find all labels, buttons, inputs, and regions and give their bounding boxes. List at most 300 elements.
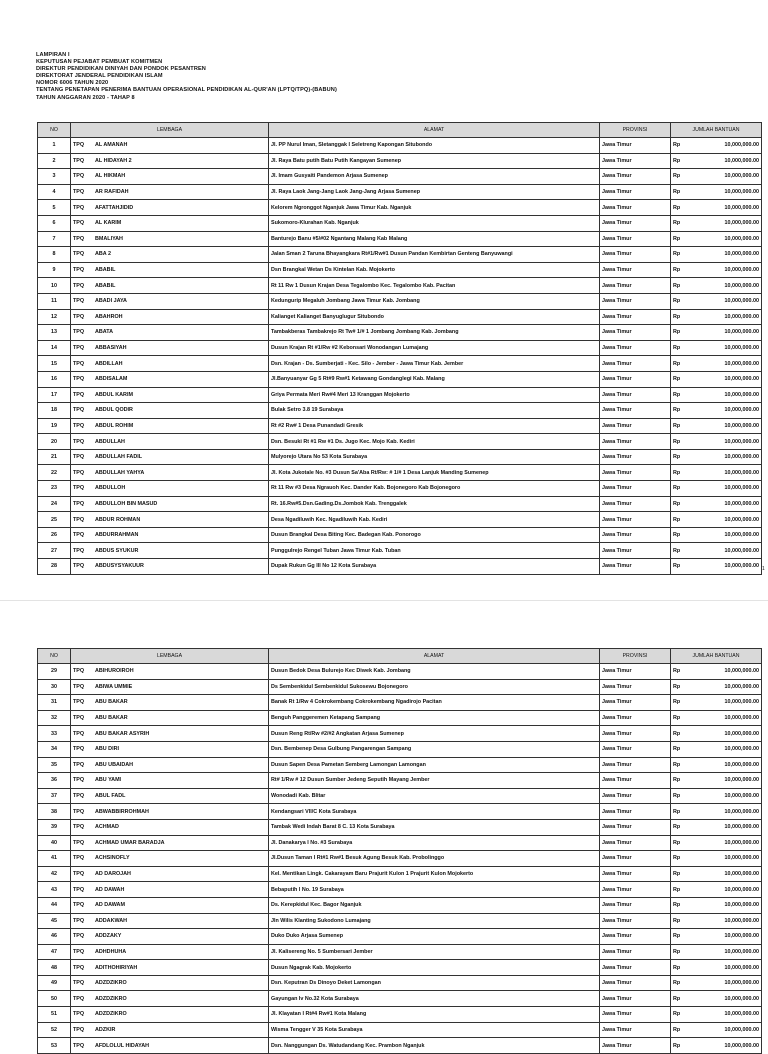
- row-jumlah: [671, 449, 762, 465]
- row-jenis: TPQ: [73, 547, 85, 554]
- currency-label: Rp: [673, 204, 681, 211]
- amount-value: 10,000,000.00: [724, 142, 759, 149]
- col-header-lembaga: LEMBAGA: [71, 123, 269, 138]
- row-jumlah: [671, 169, 762, 185]
- table-row: [38, 897, 762, 913]
- row-provinsi: Jawa Timur: [600, 434, 671, 450]
- currency-label: Rp: [673, 422, 681, 429]
- row-no: 30: [38, 679, 71, 695]
- row-jenis: TPQ: [73, 917, 85, 924]
- row-jumlah: [671, 897, 762, 913]
- row-nama: ADZDZIKRO: [95, 1011, 127, 1018]
- row-nama: ABU YAMI: [95, 777, 122, 784]
- row-alamat: Bulak Setro 3.8 19 Surabaya: [269, 403, 600, 419]
- row-jumlah: [671, 741, 762, 757]
- row-jenis: TPQ: [73, 500, 85, 507]
- row-lembaga: [71, 465, 269, 481]
- row-provinsi: Jawa Timur: [600, 496, 671, 512]
- row-nama: ADHDHUHA: [95, 948, 127, 955]
- row-alamat: Jl.Dusun Taman I Rt#1 Rw#1 Besuk Agung Besuk Kab. Probolinggo: [269, 851, 600, 867]
- row-jumlah: [671, 215, 762, 231]
- row-nama: ABATA: [95, 329, 114, 336]
- row-jenis: TPQ: [73, 1026, 85, 1033]
- row-provinsi: Jawa Timur: [600, 773, 671, 789]
- amount-value: 10,000,000.00: [724, 532, 759, 539]
- row-provinsi: Jawa Timur: [600, 138, 671, 154]
- amount-value: 10,000,000.00: [724, 808, 759, 815]
- row-no: 13: [38, 325, 71, 341]
- row-provinsi: Jawa Timur: [600, 449, 671, 465]
- row-no: 41: [38, 851, 71, 867]
- row-lembaga: [71, 695, 269, 711]
- amount-value: 10,000,000.00: [724, 839, 759, 846]
- row-provinsi: Jawa Timur: [600, 726, 671, 742]
- row-alamat: Dsn. Besuki Rt #1 Rw #1 Ds. Jugo Kec. Mojo Kab. Kediri: [269, 434, 600, 450]
- row-nama: AL AMANAH: [95, 142, 128, 149]
- row-no: 15: [38, 356, 71, 372]
- amount-value: 10,000,000.00: [724, 715, 759, 722]
- row-lembaga: [71, 991, 269, 1007]
- row-lembaga: [71, 1007, 269, 1023]
- header-line: TENTANG PENETAPAN PENERIMA BANTUAN OPERASIONAL PENDIDIKAN AL-QUR'AN (LPTQ/TPQ)-(BABUN): [36, 87, 337, 94]
- row-provinsi: Jawa Timur: [600, 913, 671, 929]
- amount-value: 10,000,000.00: [724, 761, 759, 768]
- row-provinsi: Jawa Timur: [600, 1022, 671, 1038]
- row-jumlah: [671, 527, 762, 543]
- row-jenis: TPQ: [73, 1011, 85, 1018]
- row-nama: ADITHOHIRIYAH: [95, 964, 138, 971]
- row-lembaga: [71, 449, 269, 465]
- row-alamat: Dusun Reng Rt/Rw #2/#2 Angkatan Arjasa Sumenep: [269, 726, 600, 742]
- table-row: [38, 1022, 762, 1038]
- row-jenis: TPQ: [73, 313, 85, 320]
- row-nama: BMALIYAH: [95, 235, 123, 242]
- row-jenis: TPQ: [73, 298, 85, 305]
- row-lembaga: [71, 200, 269, 216]
- row-jenis: TPQ: [73, 839, 85, 846]
- currency-label: Rp: [673, 485, 681, 492]
- row-provinsi: Jawa Timur: [600, 788, 671, 804]
- row-jumlah: [671, 387, 762, 403]
- table-row: [38, 527, 762, 543]
- currency-label: Rp: [673, 917, 681, 924]
- amount-value: 10,000,000.00: [724, 995, 759, 1002]
- row-nama: AD DAROJAH: [95, 871, 131, 878]
- currency-label: Rp: [673, 532, 681, 539]
- table-row: [38, 465, 762, 481]
- row-jumlah: [671, 309, 762, 325]
- row-no: 26: [38, 527, 71, 543]
- col-header-no: NO: [38, 649, 71, 664]
- row-alamat: Dusun Brangkal Desa Biting Kec. Badegan Kab. Ponorogo: [269, 527, 600, 543]
- row-lembaga: [71, 851, 269, 867]
- row-jumlah: [671, 418, 762, 434]
- table-row: [38, 418, 762, 434]
- amount-cell: [673, 949, 759, 955]
- row-jumlah: [671, 710, 762, 726]
- row-alamat: Gayungan Iv No.32 Kota Surabaya: [269, 991, 600, 1007]
- amount-cell: [673, 563, 759, 569]
- amount-value: 10,000,000.00: [724, 204, 759, 211]
- row-jenis: TPQ: [73, 980, 85, 987]
- row-lembaga: [71, 247, 269, 263]
- row-no: 20: [38, 434, 71, 450]
- currency-label: Rp: [673, 824, 681, 831]
- row-lembaga: [71, 975, 269, 991]
- row-alamat: Rt #2 Rw# 1 Desa Punandadi Gresik: [269, 418, 600, 434]
- recipient-table-continued: [37, 648, 762, 1054]
- row-provinsi: Jawa Timur: [600, 465, 671, 481]
- row-lembaga: [71, 184, 269, 200]
- row-jenis: TPQ: [73, 422, 85, 429]
- row-lembaga: [71, 741, 269, 757]
- row-jumlah: [671, 403, 762, 419]
- row-alamat: Jl. Kalisereng No. 5 Sumbersari Jember: [269, 944, 600, 960]
- amount-value: 10,000,000.00: [724, 469, 759, 476]
- currency-label: Rp: [673, 948, 681, 955]
- row-nama: ABDUSYSYAKUUR: [95, 563, 144, 570]
- row-jumlah: [671, 278, 762, 294]
- amount-cell: [673, 439, 759, 445]
- currency-label: Rp: [673, 886, 681, 893]
- table-row: [38, 496, 762, 512]
- row-nama: ABWABBIRROHMAH: [95, 808, 149, 815]
- row-jenis: TPQ: [73, 204, 85, 211]
- row-nama: ABDULLAH YAHYA: [95, 469, 145, 476]
- table-row: [38, 929, 762, 945]
- row-alamat: Benguh Panggeremen Ketapang Sampang: [269, 710, 600, 726]
- currency-label: Rp: [673, 267, 681, 274]
- amount-cell: [673, 407, 759, 413]
- header-line: KEPUTUSAN PEJABAT PEMBUAT KOMITMEN: [36, 59, 163, 66]
- row-provinsi: Jawa Timur: [600, 710, 671, 726]
- row-lembaga: [71, 138, 269, 154]
- row-nama: ABDUL ROHIM: [95, 422, 134, 429]
- row-jenis: TPQ: [73, 902, 85, 909]
- col-header-lembaga: LEMBAGA: [71, 649, 269, 664]
- row-jumlah: [671, 664, 762, 680]
- amount-value: 10,000,000.00: [724, 855, 759, 862]
- row-nama: ABA 2: [95, 251, 111, 258]
- table-row: [38, 215, 762, 231]
- row-no: 45: [38, 913, 71, 929]
- row-nama: ABU BAKAR: [95, 699, 128, 706]
- row-provinsi: Jawa Timur: [600, 851, 671, 867]
- row-jenis: TPQ: [73, 1042, 85, 1049]
- currency-label: Rp: [673, 855, 681, 862]
- row-jenis: TPQ: [73, 189, 85, 196]
- amount-value: 10,000,000.00: [724, 547, 759, 554]
- row-jenis: TPQ: [73, 563, 85, 570]
- amount-cell: [673, 840, 759, 846]
- row-alamat: Jl. Danakarya I No. #3 Surabaya: [269, 835, 600, 851]
- row-jenis: TPQ: [73, 407, 85, 414]
- row-nama: ABDUL KARIM: [95, 391, 133, 398]
- amount-cell: [673, 485, 759, 491]
- row-provinsi: Jawa Timur: [600, 481, 671, 497]
- row-jenis: TPQ: [73, 454, 85, 461]
- amount-cell: [673, 996, 759, 1002]
- row-nama: AL HIKMAH: [95, 173, 126, 180]
- row-jumlah: [671, 184, 762, 200]
- amount-cell: [673, 329, 759, 335]
- amount-cell: [673, 376, 759, 382]
- row-no: 6: [38, 215, 71, 231]
- row-alamat: Jl. Imam Gusyaiti Pandemon Arjasa Sumenep: [269, 169, 600, 185]
- row-nama: ABUL FADL: [95, 793, 126, 800]
- row-jumlah: [671, 559, 762, 575]
- row-jenis: TPQ: [73, 855, 85, 862]
- table-row: [38, 200, 762, 216]
- amount-value: 10,000,000.00: [724, 668, 759, 675]
- row-provinsi: Jawa Timur: [600, 679, 671, 695]
- row-no: 5: [38, 200, 71, 216]
- row-lembaga: [71, 403, 269, 419]
- row-lembaga: [71, 788, 269, 804]
- row-nama: ADZDZIKRO: [95, 980, 127, 987]
- amount-cell: [673, 824, 759, 830]
- currency-label: Rp: [673, 668, 681, 675]
- header-line: NOMOR 6006 TAHUN 2020: [36, 80, 109, 87]
- amount-cell: [673, 251, 759, 257]
- row-jumlah: [671, 1038, 762, 1054]
- row-jumlah: [671, 247, 762, 263]
- amount-cell: [673, 267, 759, 273]
- currency-label: Rp: [673, 220, 681, 227]
- row-no: 7: [38, 231, 71, 247]
- row-lembaga: [71, 512, 269, 528]
- row-no: 18: [38, 403, 71, 419]
- table-row: [38, 512, 762, 528]
- row-lembaga: [71, 356, 269, 372]
- amount-value: 10,000,000.00: [724, 220, 759, 227]
- table-row: [38, 851, 762, 867]
- col-header-alamat: ALAMAT: [269, 123, 600, 138]
- currency-label: Rp: [673, 1026, 681, 1033]
- row-nama: ADDZAKY: [95, 933, 122, 940]
- amount-value: 10,000,000.00: [724, 933, 759, 940]
- amount-value: 10,000,000.00: [724, 282, 759, 289]
- row-lembaga: [71, 804, 269, 820]
- amount-cell: [673, 965, 759, 971]
- row-alamat: Jl. Kota Jukotale No. #3 Dusun Sa'Aba Rt/Rw: # 1/# 1 Desa Lanjuk Manding Sumenep: [269, 465, 600, 481]
- row-no: 4: [38, 184, 71, 200]
- row-nama: ABDULLAH FADIL: [95, 454, 143, 461]
- row-alamat: Duko Duko Arjasa Sumenep: [269, 929, 600, 945]
- currency-label: Rp: [673, 839, 681, 846]
- currency-label: Rp: [673, 500, 681, 507]
- amount-value: 10,000,000.00: [724, 407, 759, 414]
- row-alamat: Dusun Sapen Desa Pametan Semberg Lamongan Lamongan: [269, 757, 600, 773]
- currency-label: Rp: [673, 298, 681, 305]
- col-header-jumlah: JUMLAH BANTUAN: [671, 123, 762, 138]
- row-nama: AR RAFIDAH: [95, 189, 129, 196]
- row-provinsi: Jawa Timur: [600, 200, 671, 216]
- amount-value: 10,000,000.00: [724, 886, 759, 893]
- table-header-row: [38, 649, 762, 664]
- table-row: [38, 278, 762, 294]
- row-lembaga: [71, 929, 269, 945]
- row-jumlah: [671, 200, 762, 216]
- row-no: 29: [38, 664, 71, 680]
- table-row: [38, 788, 762, 804]
- amount-value: 10,000,000.00: [724, 485, 759, 492]
- row-provinsi: Jawa Timur: [600, 325, 671, 341]
- row-lembaga: [71, 309, 269, 325]
- row-jumlah: [671, 262, 762, 278]
- row-alamat: Dupak Rukun Gg III No 12 Kota Surabaya: [269, 559, 600, 575]
- table-row: [38, 403, 762, 419]
- currency-label: Rp: [673, 933, 681, 940]
- row-no: 34: [38, 741, 71, 757]
- row-no: 53: [38, 1038, 71, 1054]
- row-nama: ADZDZIKRO: [95, 995, 127, 1002]
- row-provinsi: Jawa Timur: [600, 169, 671, 185]
- row-provinsi: Jawa Timur: [600, 897, 671, 913]
- amount-value: 10,000,000.00: [724, 1011, 759, 1018]
- row-nama: ADZKIR: [95, 1026, 116, 1033]
- row-provinsi: Jawa Timur: [600, 1007, 671, 1023]
- amount-cell: [673, 205, 759, 211]
- amount-cell: [673, 902, 759, 908]
- amount-cell: [673, 173, 759, 179]
- amount-value: 10,000,000.00: [724, 235, 759, 242]
- row-alamat: Jln Wilis Klanting Sukodono Lumajang: [269, 913, 600, 929]
- amount-cell: [673, 793, 759, 799]
- row-jumlah: [671, 1022, 762, 1038]
- row-lembaga: [71, 726, 269, 742]
- row-jumlah: [671, 371, 762, 387]
- currency-label: Rp: [673, 438, 681, 445]
- row-provinsi: Jawa Timur: [600, 512, 671, 528]
- amount-value: 10,000,000.00: [724, 746, 759, 753]
- row-nama: ABDUR ROHMAN: [95, 516, 141, 523]
- currency-label: Rp: [673, 516, 681, 523]
- row-nama: ABADI JAYA: [95, 298, 127, 305]
- row-nama: ABDULLOH BIN MASUD: [95, 500, 158, 507]
- row-alamat: Punggulrejo Rengel Tuban Jawa Timur Kab. Tuban: [269, 543, 600, 559]
- amount-value: 10,000,000.00: [724, 871, 759, 878]
- row-alamat: Jl. Raya Batu putih Batu Putih Kangayan Sumenep: [269, 153, 600, 169]
- row-nama: ABIHUROIROH: [95, 668, 134, 675]
- row-jenis: TPQ: [73, 220, 85, 227]
- row-nama: ABDUS SYUKUR: [95, 547, 139, 554]
- row-jenis: TPQ: [73, 808, 85, 815]
- row-jumlah: [671, 465, 762, 481]
- table-row: [38, 434, 762, 450]
- currency-label: Rp: [673, 173, 681, 180]
- row-provinsi: Jawa Timur: [600, 231, 671, 247]
- table-row: [38, 882, 762, 898]
- row-provinsi: Jawa Timur: [600, 695, 671, 711]
- row-jenis: TPQ: [73, 438, 85, 445]
- amount-value: 10,000,000.00: [724, 189, 759, 196]
- row-no: 47: [38, 944, 71, 960]
- row-provinsi: Jawa Timur: [600, 418, 671, 434]
- row-jumlah: [671, 804, 762, 820]
- row-nama: AD DAWAM: [95, 902, 125, 909]
- row-provinsi: Jawa Timur: [600, 819, 671, 835]
- amount-cell: [673, 871, 759, 877]
- row-alamat: Wisma Tengger V 35 Kota Surabaya: [269, 1022, 600, 1038]
- table-row: [38, 169, 762, 185]
- row-lembaga: [71, 897, 269, 913]
- amount-cell: [673, 392, 759, 398]
- currency-label: Rp: [673, 871, 681, 878]
- row-no: 25: [38, 512, 71, 528]
- row-lembaga: [71, 710, 269, 726]
- header-line: DIREKTUR PENDIDIKAN DINIYAH DAN PONDOK PESANTREN: [36, 66, 206, 73]
- currency-label: Rp: [673, 563, 681, 570]
- header-line: TAHUN ANGGARAN 2020 - TAHAP 8: [36, 94, 135, 101]
- row-provinsi: Jawa Timur: [600, 527, 671, 543]
- row-provinsi: Jawa Timur: [600, 543, 671, 559]
- table-row: [38, 309, 762, 325]
- amount-value: 10,000,000.00: [724, 683, 759, 690]
- amount-cell: [673, 1011, 759, 1017]
- row-provinsi: Jawa Timur: [600, 757, 671, 773]
- row-jenis: TPQ: [73, 391, 85, 398]
- row-nama: ACHSINOFLY: [95, 855, 130, 862]
- amount-value: 10,000,000.00: [724, 438, 759, 445]
- row-jenis: TPQ: [73, 761, 85, 768]
- row-provinsi: Jawa Timur: [600, 835, 671, 851]
- row-nama: ABU DIRI: [95, 746, 119, 753]
- currency-label: Rp: [673, 360, 681, 367]
- row-no: 35: [38, 757, 71, 773]
- col-header-alamat: ALAMAT: [269, 649, 600, 664]
- currency-label: Rp: [673, 142, 681, 149]
- amount-cell: [673, 933, 759, 939]
- row-provinsi: Jawa Timur: [600, 960, 671, 976]
- table-row: [38, 247, 762, 263]
- row-provinsi: Jawa Timur: [600, 184, 671, 200]
- row-jumlah: [671, 543, 762, 559]
- row-nama: ACHMAD UMAR BARADJA: [95, 839, 165, 846]
- row-alamat: Dsn Brangkal Wetan Ds Kintelan Kab. Mojokerto: [269, 262, 600, 278]
- currency-label: Rp: [673, 282, 681, 289]
- amount-value: 10,000,000.00: [724, 267, 759, 274]
- row-provinsi: Jawa Timur: [600, 664, 671, 680]
- row-provinsi: Jawa Timur: [600, 866, 671, 882]
- table-row: [38, 481, 762, 497]
- amount-cell: [673, 423, 759, 429]
- amount-cell: [673, 158, 759, 164]
- amount-cell: [673, 470, 759, 476]
- row-no: 51: [38, 1007, 71, 1023]
- amount-cell: [673, 548, 759, 554]
- row-jenis: TPQ: [73, 668, 85, 675]
- row-nama: ABAHROH: [95, 313, 123, 320]
- row-lembaga: [71, 559, 269, 575]
- row-no: 31: [38, 695, 71, 711]
- row-jenis: TPQ: [73, 933, 85, 940]
- header-line: LAMPIRAN I: [36, 52, 70, 58]
- currency-label: Rp: [673, 189, 681, 196]
- row-provinsi: Jawa Timur: [600, 804, 671, 820]
- row-nama: ABDUL QODIR: [95, 407, 133, 414]
- table-row: [38, 340, 762, 356]
- row-alamat: Mulyorejo Utara No 53 Kota Surabaya: [269, 449, 600, 465]
- row-no: 17: [38, 387, 71, 403]
- document-header: [36, 52, 337, 102]
- row-nama: ABBASIYAH: [95, 345, 127, 352]
- row-jenis: TPQ: [73, 699, 85, 706]
- amount-cell: [673, 668, 759, 674]
- row-jumlah: [671, 138, 762, 154]
- row-no: 49: [38, 975, 71, 991]
- row-jumlah: [671, 773, 762, 789]
